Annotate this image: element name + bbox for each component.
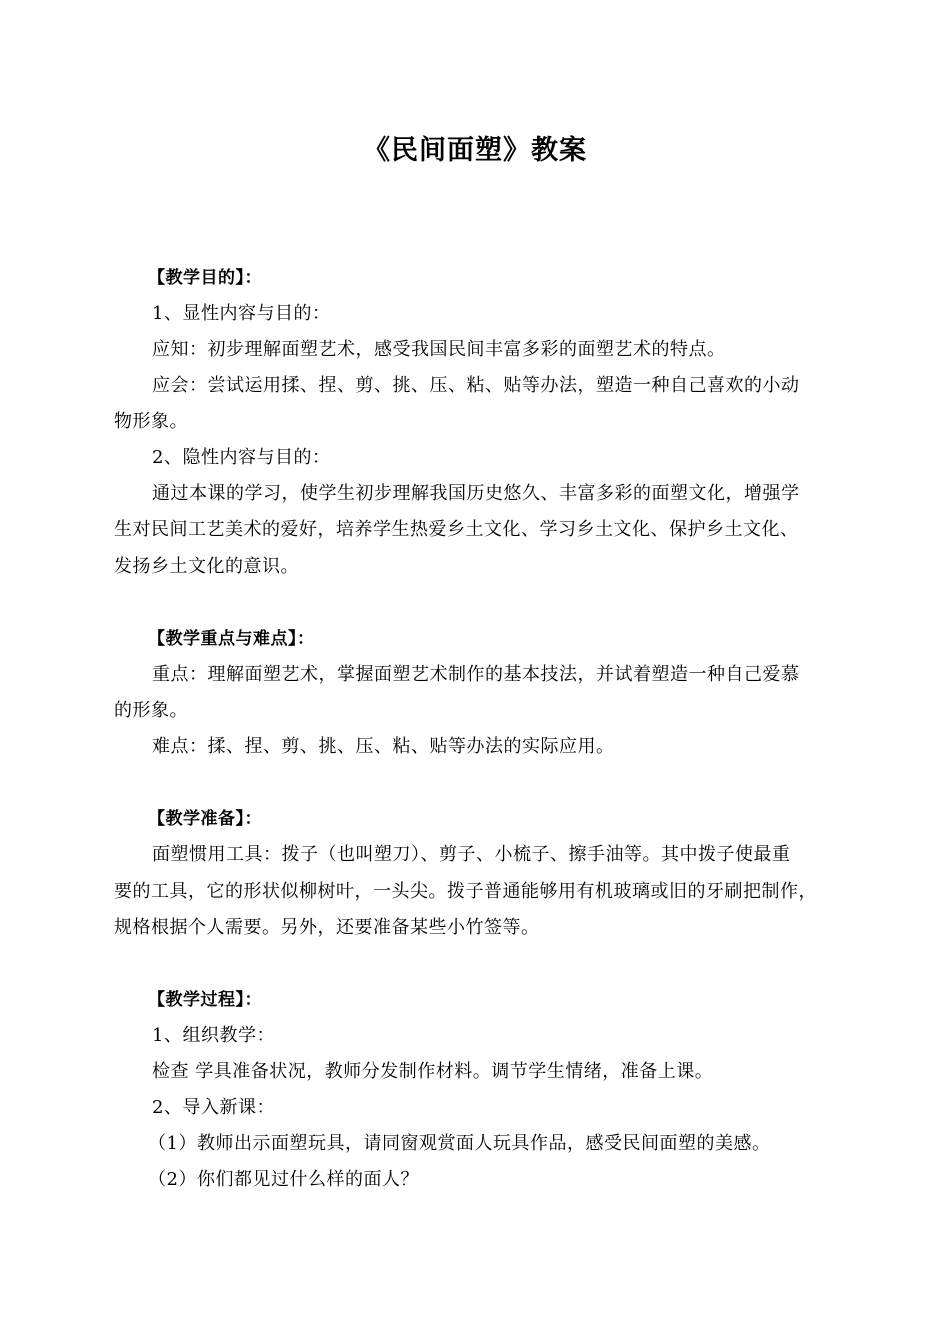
paragraph-line: 物形象。	[114, 411, 188, 432]
paragraph-line: 要的工具，它的形状似柳树叶，一头尖。拨子普通能够用有机玻璃或旧的牙刷把制作，	[114, 881, 817, 902]
section-heading-key-points: 【教学重点与难点】：	[148, 629, 315, 649]
paragraph-line: 应知：初步理解面塑艺术，感受我国民间丰富多彩的面塑艺术的特点。	[152, 339, 726, 360]
paragraph-line: 1、组织教学：	[152, 1025, 275, 1046]
section-heading-process: 【教学过程】：	[148, 990, 262, 1010]
paragraph-line: 应会：尝试运用揉、捏、剪、挑、压、粘、贴等办法，塑造一种自己喜欢的小动	[152, 375, 800, 396]
paragraph-line: （2）你们都见过什么样的面人？	[148, 1169, 419, 1190]
paragraph-line: 规格根据个人需要。另外，还要准备某些小竹签等。	[114, 917, 540, 938]
paragraph-line: 发扬乡土文化的意识。	[114, 556, 299, 577]
paragraph-line: 生对民间工艺美术的爱好，培养学生热爱乡土文化、学习乡土文化、保护乡土文化、	[114, 519, 799, 540]
paragraph-line: 面塑惯用工具：拨子（也叫塑刀）、剪子、小梳子、擦手油等。其中拨子使最重	[152, 844, 791, 865]
paragraph-line: 检查 学具准备状况，教师分发制作材料。调节学生情绪，准备上课。	[152, 1061, 714, 1082]
document-title: 《民间面塑》教案	[363, 135, 587, 166]
paragraph-line: 的形象。	[114, 700, 188, 721]
paragraph-line: 1、显性内容与目的：	[152, 303, 331, 324]
paragraph-line: 通过本课的学习，使学生初步理解我国历史悠久、丰富多彩的面塑文化，增强学	[152, 483, 800, 504]
paragraph-line: 2、隐性内容与目的：	[152, 447, 331, 468]
paragraph-line: （1）教师出示面塑玩具，请同窗观赏面人玩具作品，感受民间面塑的美感。	[148, 1133, 771, 1154]
section-heading-objectives: 【教学目的】：	[148, 268, 262, 288]
paragraph-line: 难点：揉、捏、剪、挑、压、粘、贴等办法的实际应用。	[152, 736, 615, 757]
paragraph-line: 重点：理解面塑艺术，掌握面塑艺术制作的基本技法，并试着塑造一种自己爱慕	[152, 664, 800, 685]
paragraph-line: 2、导入新课：	[152, 1097, 275, 1118]
section-heading-preparation: 【教学准备】：	[148, 809, 262, 829]
